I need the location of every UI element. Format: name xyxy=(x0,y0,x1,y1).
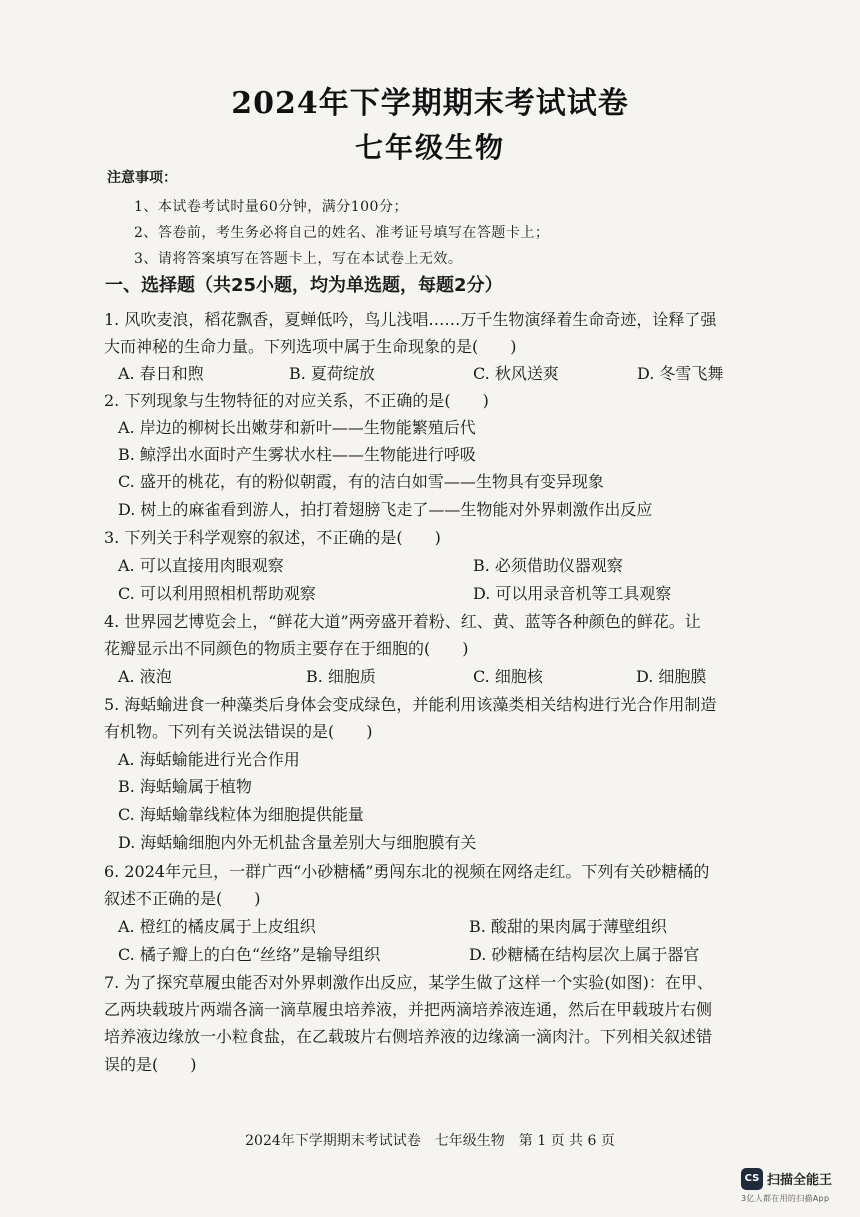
question-5-line: 有机物。下列有关说法错误的是( ) xyxy=(104,722,373,741)
question-6-line: 6. 2024年元旦，一群广西“小砂糖橘”勇闯东北的视频在网络走红。下列有关砂糖橘的 xyxy=(104,862,710,881)
question-7-line: 培养液边缘放一小粒食盐，在乙载玻片右侧培养液的边缘滴一滴肉汁。下列相关叙述错 xyxy=(104,1027,713,1046)
question-5-line: 5. 海蛞蝓进食一种藻类后身体会变成绿色，并能利用该藻类相关结构进行光合作用制造 xyxy=(104,695,717,714)
q5-option-b: B. 海蛞蝓属于植物 xyxy=(118,777,252,796)
q1-option-b: B. 夏荷绽放 xyxy=(289,364,375,383)
q6-option-c: C. 橘子瓣上的白色“丝络”是输导组织 xyxy=(118,945,381,964)
q2-option-c: C. 盛开的桃花，有的粉似朝霞，有的洁白如雪——生物具有变异现象 xyxy=(118,472,604,491)
exam-subtitle: 七年级生物 xyxy=(354,131,505,164)
q5-option-a: A. 海蛞蝓能进行光合作用 xyxy=(118,750,300,769)
q3-option-d: D. 可以用录音机等工具观察 xyxy=(473,584,672,603)
question-7-line: 7. 为了探究草履虫能否对外界刺激作出反应，某学生做了这样一个实验(如图)：在甲、 xyxy=(104,973,713,992)
question-3-line: 3. 下列关于科学观察的叙述，不正确的是( ) xyxy=(104,528,441,547)
scanner-app-name: 扫描全能王 xyxy=(767,1173,833,1188)
q2-option-b: B. 鲸浮出水面时产生雾状水柱——生物能进行呼吸 xyxy=(118,445,476,464)
notice-item: 3、请将答案填写在答题卡上，写在本试卷上无效。 xyxy=(134,251,463,267)
q3-option-a: A. 可以直接用肉眼观察 xyxy=(118,556,284,575)
question-7-line: 乙两块载玻片两端各滴一滴草履虫培养液，并把两滴培养液连通，然后在甲载玻片右侧 xyxy=(104,1000,713,1019)
scanner-tagline: 3亿人都在用的扫描App xyxy=(741,1194,830,1203)
q5-option-d: D. 海蛞蝓细胞内外无机盐含量差别大与细胞膜有关 xyxy=(118,833,477,852)
question-2-line: 2. 下列现象与生物特征的对应关系，不正确的是( ) xyxy=(104,391,489,410)
question-1-line: 1. 风吹麦浪，稻花飘香，夏蝉低吟，鸟儿浅唱……万千生物演绎着生命奇迹，诠释了强 xyxy=(104,310,717,329)
q5-option-c: C. 海蛞蝓靠线粒体为细胞提供能量 xyxy=(118,805,364,824)
notice-item: 1、本试卷考试时量60分钟，满分100分； xyxy=(134,199,408,215)
scanner-watermark xyxy=(741,1168,841,1202)
q1-option-d: D. 冬雪飞舞 xyxy=(637,364,724,383)
question-4-line: 4. 世界园艺博览会上，“鲜花大道”两旁盛开着粉、红、黄、蓝等各种颜色的鲜花。让 xyxy=(104,612,701,631)
q2-option-a: A. 岸边的柳树长出嫩芽和新叶——生物能繁殖后代 xyxy=(118,418,476,437)
notice-item: 2、答卷前，考生务必将自己的姓名、准考证号填写在答题卡上； xyxy=(134,225,550,241)
q4-option-a: A. 液泡 xyxy=(118,667,172,686)
question-1-line: 大而神秘的生命力量。下列选项中属于生命现象的是( ) xyxy=(104,337,517,356)
question-4-line: 花瓣显示出不同颜色的物质主要存在于细胞的( ) xyxy=(104,639,469,658)
exam-title: 2024年下学期期末考试试卷 xyxy=(231,86,629,121)
q6-option-b: B. 酸甜的果肉属于薄壁组织 xyxy=(469,917,667,936)
q4-option-d: D. 细胞膜 xyxy=(636,667,707,686)
page-footer: 2024年下学期期末考试试卷 七年级生物 第 1 页 共 6 页 xyxy=(245,1133,615,1149)
scanner-logo-icon: CS xyxy=(741,1168,763,1190)
q1-option-c: C. 秋风送爽 xyxy=(473,364,559,383)
q4-option-b: B. 细胞质 xyxy=(306,667,376,686)
notice-heading: 注意事项： xyxy=(107,170,177,186)
q2-option-d: D. 树上的麻雀看到游人，拍打着翅膀飞走了——生物能对外界刺激作出反应 xyxy=(118,500,653,519)
q3-option-c: C. 可以利用照相机帮助观察 xyxy=(118,584,316,603)
q3-option-b: B. 必须借助仪器观察 xyxy=(473,556,623,575)
q6-option-d: D. 砂糖橘在结构层次上属于器官 xyxy=(469,945,700,964)
question-7-line: 误的是( ) xyxy=(104,1055,197,1074)
q1-option-a: A. 春日和煦 xyxy=(118,364,204,383)
question-6-line: 叙述不正确的是( ) xyxy=(104,889,261,908)
q6-option-a: A. 橙红的橘皮属于上皮组织 xyxy=(118,917,316,936)
q4-option-c: C. 细胞核 xyxy=(473,667,543,686)
section-heading: 一、选择题（共25小题，均为单选题，每题2分） xyxy=(105,275,503,296)
